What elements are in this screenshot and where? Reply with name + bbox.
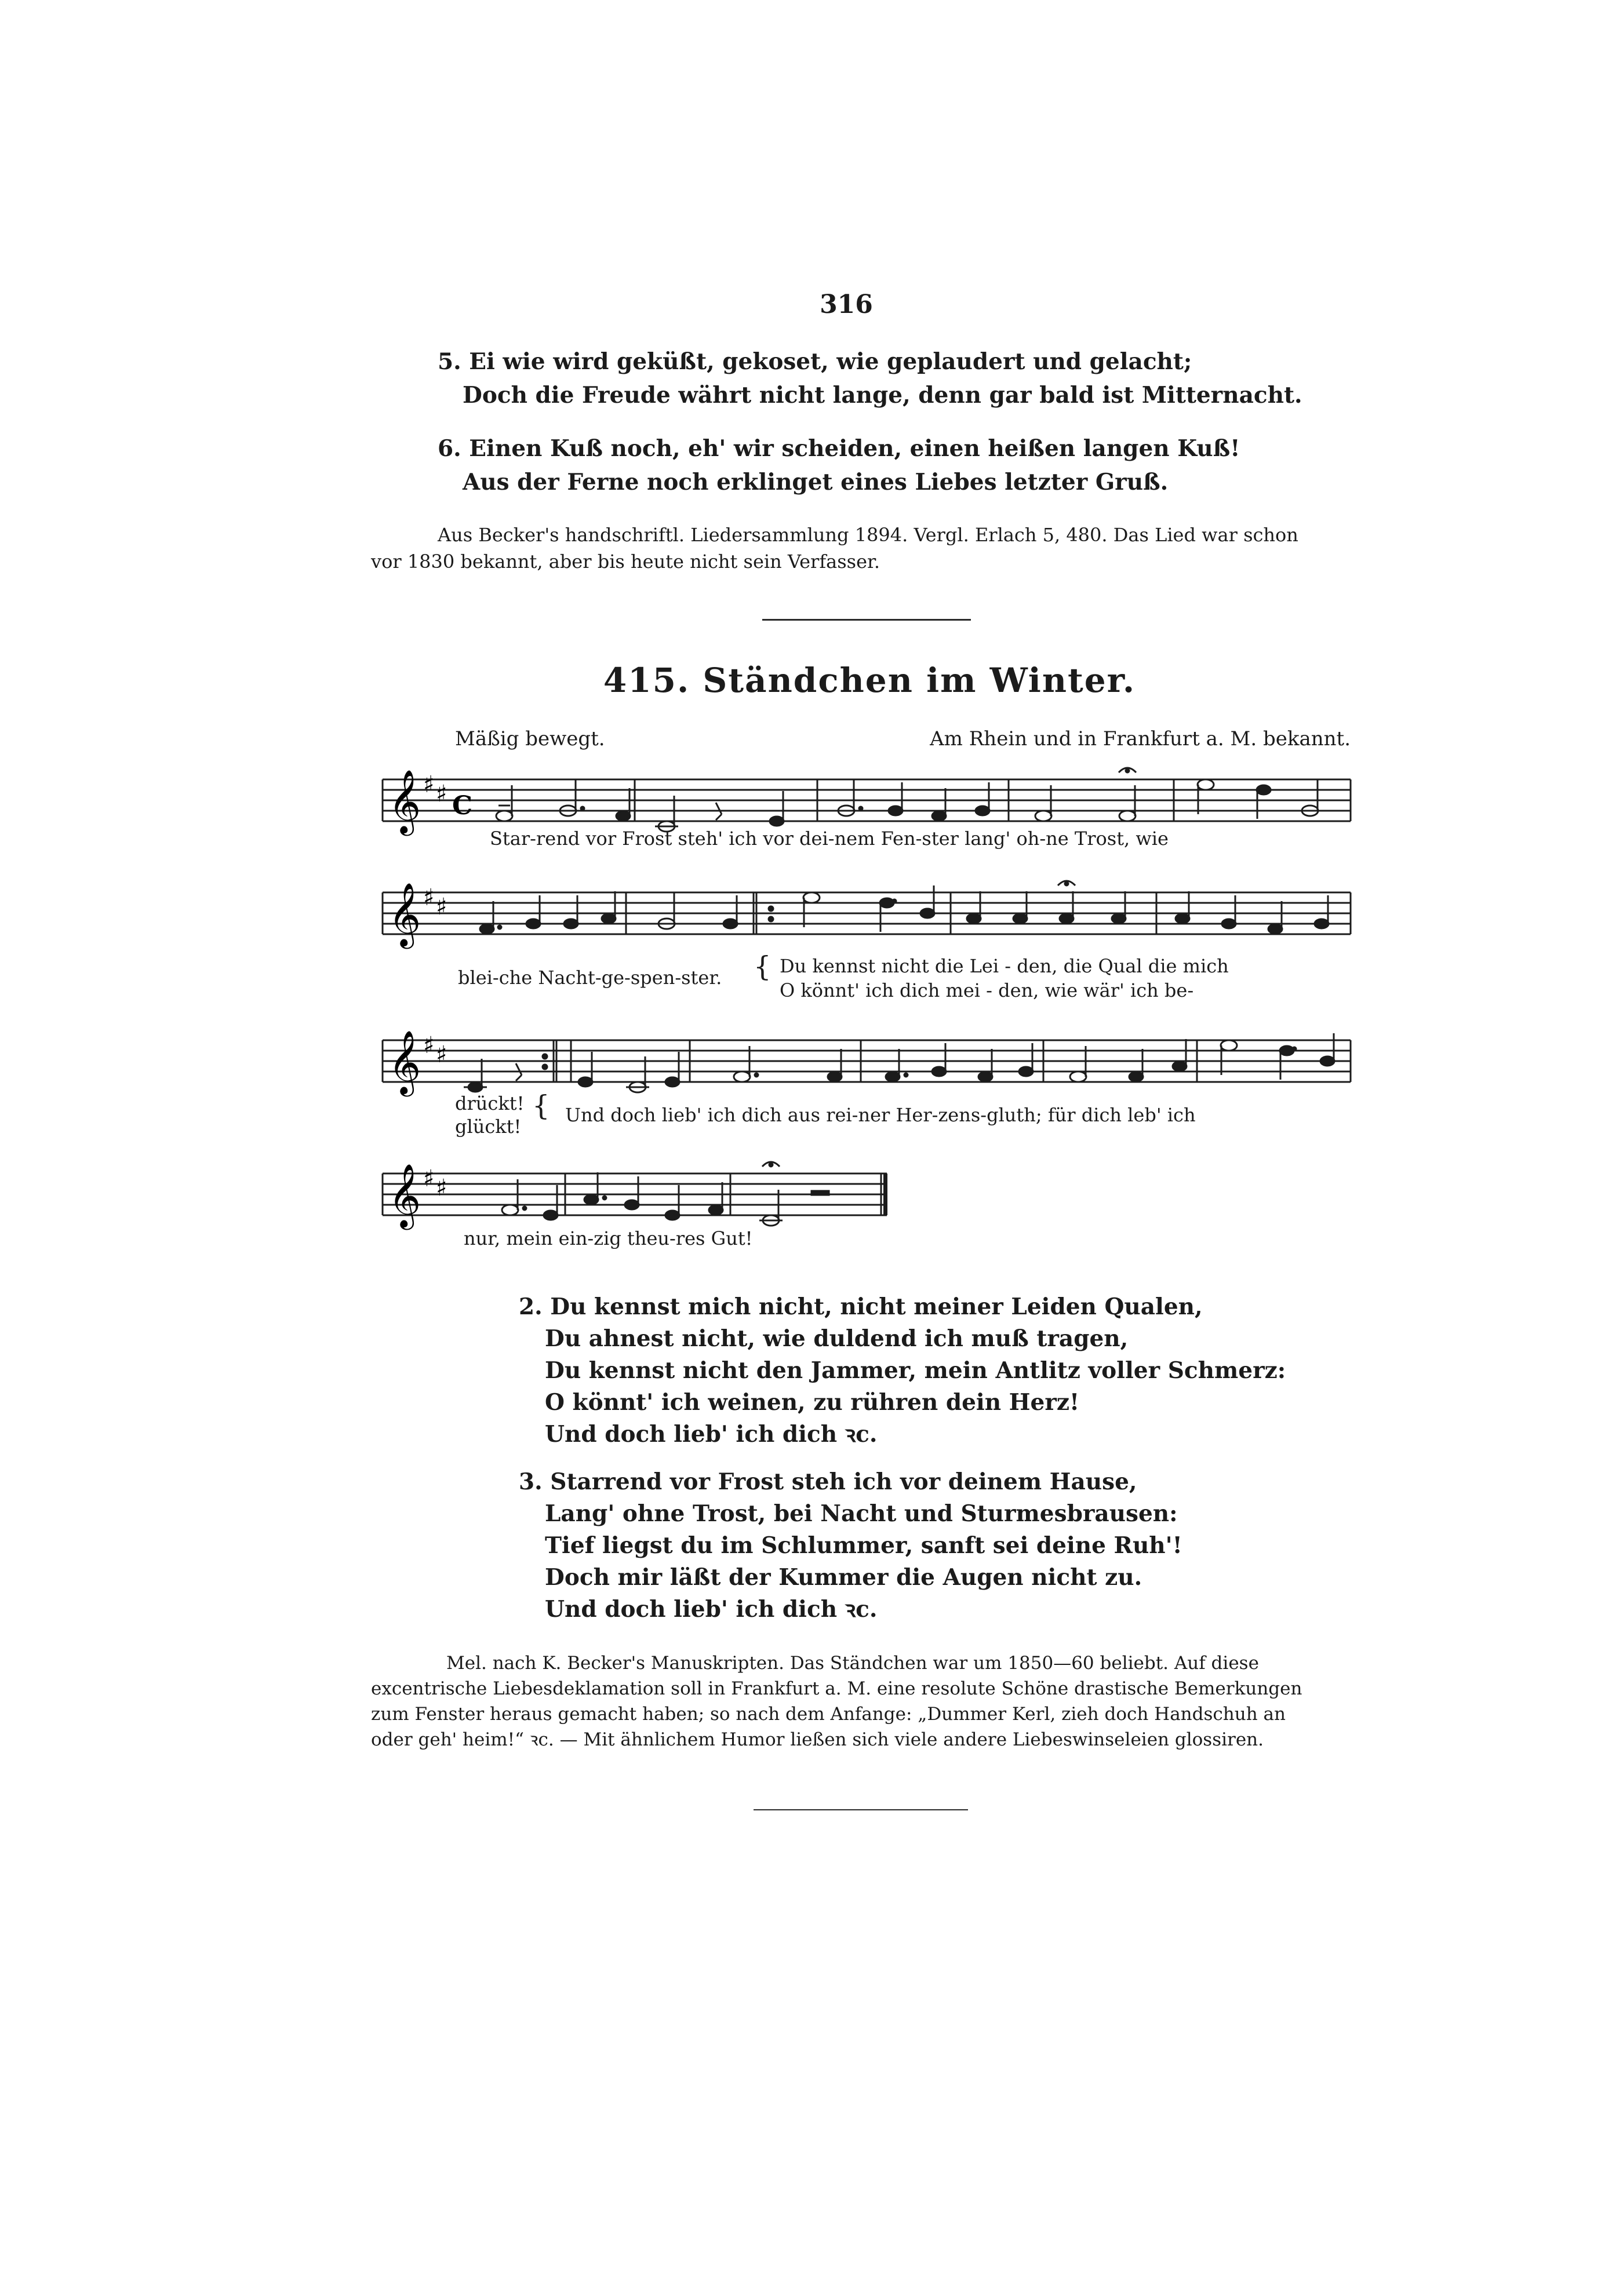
stanza-line: Du ahnest nicht, wie duldend ich muß tragen, [545,1325,1129,1352]
lyrics-line-4: nur, mein ein-zig theu-res Gut! [464,1227,753,1249]
music-staff-2 [371,869,1356,956]
treble-clef-icon: 𝄞 [388,1030,421,1094]
source-note [371,522,1356,575]
brace-icon: { [754,950,772,983]
page-number: 316 [820,290,873,319]
lyrics-line-1: Star-rend vor Frost steh' ich vor dei-nem Fen-ster lang' oh-ne Trost, wie [490,828,1169,850]
stanza-line: 3. Starrend vor Frost steh ich vor deinem Hause, [519,1468,1137,1495]
music-staff-4 [371,1150,1356,1237]
footnote-line: oder geh' heim!“ ꝛc. — Mit ähnlichem Humor ließen sich viele andere Liebeswinseleien glossiren. [371,1729,1264,1750]
sharp-icon: ♯ [423,884,435,911]
song-title: Ständchen im Winter. [703,661,1136,700]
lyrics-line-3a-verse2: glückt! [455,1116,522,1138]
footnote-line: Mel. nach K. Becker's Manuskripten. Das Ständchen war um 1850—60 beliebt. Auf diese [446,1653,1259,1674]
lyrics-line-3a-verse1: drückt! [455,1092,525,1114]
treble-clef-icon: 𝄞 [388,883,421,946]
verse-line: Ei wie wird geküßt, gekoset, wie geplaudert und gelacht; [469,348,1192,375]
section-divider [762,619,971,621]
sharp-icon: ♯ [423,1032,435,1059]
stanza-line: Du kennst nicht den Jammer, mein Antlitz voller Schmerz: [545,1357,1286,1384]
verse-number: 5. [438,348,461,375]
verse-line: Einen Kuß noch, eh' wir scheiden, einen heißen langen Kuß! [469,435,1240,462]
song-number: 415. [603,661,690,700]
sharp-icon: ♯ [423,1165,435,1192]
section-divider [754,1809,968,1810]
verse-line: Doch die Freude währt nicht lange, denn gar bald ist Mitternacht. [463,382,1302,409]
stanza-line: O könnt' ich weinen, zu rühren dein Herz! [545,1389,1080,1416]
treble-clef-icon: 𝄞 [388,1164,421,1227]
stanza-line: Doch mir läßt der Kummer die Augen nicht zu. [545,1564,1142,1591]
sharp-icon: ♯ [436,894,447,920]
footnote [371,1650,1356,1752]
music-staff-3 [371,1017,1356,1104]
verse-5 [438,345,1302,412]
stanza-3 [519,1466,1182,1626]
treble-clef-icon: 𝄞 [388,770,421,833]
song-heading [580,661,1159,700]
stanza-2 [519,1291,1286,1451]
footnote-line: excentrische Liebesdeklamation soll in Frankfurt a. M. eine resolute Schöne drastische Bemerkungen [371,1678,1302,1699]
stanza-line: Und doch lieb' ich dich ꝛc. [545,1596,878,1623]
footnote-line: zum Fenster heraus gemacht haben; so nach dem Anfange: „Dummer Kerl, zieh doch Handschuh an [371,1704,1286,1725]
verse-6 [438,432,1240,499]
lyrics-line-3b: Und doch lieb' ich dich aus rei-ner Her-zens-gluth; für dich leb' ich [565,1104,1196,1126]
sharp-icon: ♯ [423,771,435,798]
source-note-line: vor 1830 bekannt, aber bis heute nicht sein Verfasser. [371,551,880,573]
tempo-marking: Mäßig bewegt. [455,727,605,750]
stanza-line: 2. Du kennst mich nicht, nicht meiner Leiden Qualen, [519,1293,1203,1320]
stanza-line: Lang' ohne Trost, bei Nacht und Sturmesbrausen: [545,1500,1178,1527]
song-origin: Am Rhein und in Frankfurt a. M. bekannt. [930,727,1351,750]
verse-number: 6. [438,435,461,462]
lyrics-line-2a: blei-che Nacht-ge-spen-ster. [458,967,722,989]
lyrics-line-2b-verse2: O könnt' ich dich mei - den, wie wär' ich be- [780,979,1194,1001]
sharp-icon: ♯ [436,1041,447,1068]
brace-icon: { [532,1089,550,1122]
sharp-icon: ♯ [436,1175,447,1201]
source-note-line: Aus Becker's handschriftl. Liedersammlung 1894. Vergl. Erlach 5, 480. Das Lied war schon [438,524,1298,546]
lyrics-line-2b-verse1: Du kennst nicht die Lei - den, die Qual die mich [780,955,1229,977]
verse-line: Aus der Ferne noch erklinget eines Liebes letzter Gruß. [463,469,1169,495]
common-time-icon: C [452,791,473,821]
stanza-line: Und doch lieb' ich dich ꝛc. [545,1421,878,1448]
stanza-line: Tief liegst du im Schlummer, sanft sei deine Ruh'! [545,1532,1182,1559]
sharp-icon: ♯ [436,781,447,807]
